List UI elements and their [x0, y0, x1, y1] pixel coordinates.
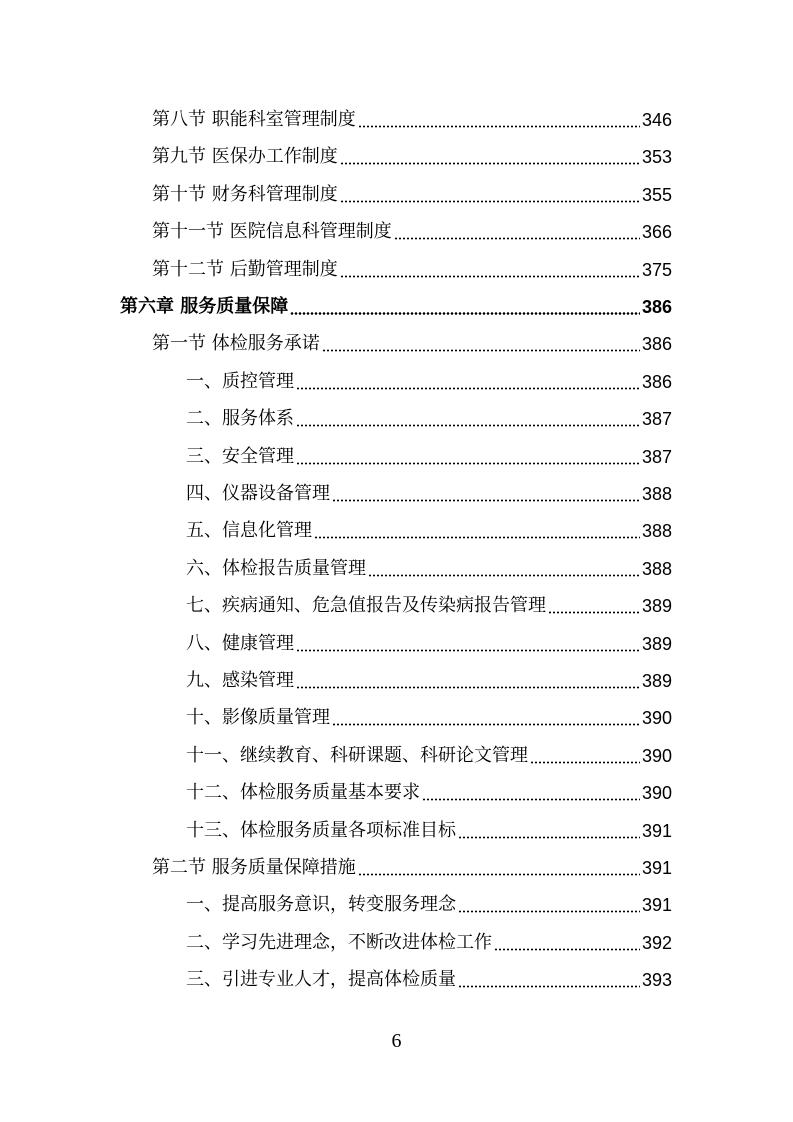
dot-leader — [368, 555, 640, 577]
toc-entry-page: 386 — [641, 297, 672, 317]
dot-leader — [296, 405, 640, 427]
toc-entry-item[interactable] — [186, 550, 672, 580]
dot-leader — [296, 667, 640, 689]
dot-leader — [340, 181, 640, 203]
toc-entry-title: 一、提高服务意识，转变服务理念 — [186, 894, 456, 916]
toc-entry-page: 389 — [641, 633, 672, 654]
toc-entry-title: 第六章 服务质量保障 — [120, 296, 289, 317]
toc-entry-title: 第十二节 后勤管理制度 — [152, 258, 338, 280]
toc-entry-section[interactable] — [152, 325, 672, 355]
toc-entry-title: 十、影像质量管理 — [186, 707, 330, 729]
toc-entry-page: 346 — [641, 110, 672, 130]
toc-entry-item[interactable] — [186, 699, 672, 729]
toc-entry-item[interactable] — [186, 737, 672, 767]
toc-entry-title: 第二节 服务质量保障措施 — [152, 857, 356, 878]
toc-entry-item[interactable] — [186, 662, 672, 692]
toc-entry-title: 十一、继续教育、科研课题、科研论文管理 — [186, 744, 528, 766]
toc-entry-title: 七、疾病通知、危急值报告及传染病报告管理 — [186, 595, 546, 617]
toc-entry-page: 387 — [641, 409, 672, 430]
toc-entry-page: 393 — [641, 970, 672, 991]
dot-leader — [358, 854, 640, 876]
dot-leader — [548, 592, 640, 614]
dot-leader — [422, 779, 640, 801]
dot-leader — [296, 443, 640, 465]
toc-entry-chapter[interactable] — [120, 288, 672, 318]
dot-leader — [290, 293, 640, 315]
toc-entry-title: 九、感染管理 — [186, 670, 294, 691]
dot-leader — [458, 966, 640, 988]
dot-leader — [322, 330, 640, 352]
toc-entry-page: 388 — [641, 484, 672, 504]
toc-entry-item[interactable] — [186, 475, 672, 505]
toc-entry-page: 390 — [641, 783, 672, 804]
toc-entry-page: 389 — [641, 596, 672, 617]
toc-entry-item[interactable] — [186, 587, 672, 617]
toc-entry-page: 355 — [641, 184, 672, 205]
toc-entry-page: 386 — [641, 334, 672, 355]
toc-entry-title: 第九节 医保办工作制度 — [152, 146, 338, 168]
toc-entry-page: 391 — [641, 858, 672, 878]
toc-entry-page: 353 — [641, 147, 672, 168]
toc-entry-title: 第八节 职能科室管理制度 — [152, 109, 356, 130]
dot-leader — [340, 143, 640, 165]
toc-entry-item[interactable] — [186, 886, 672, 916]
toc-entry-page: 375 — [641, 259, 672, 280]
toc-entry-title: 第十一节 医院信息科管理制度 — [152, 221, 392, 243]
dot-leader — [458, 891, 640, 913]
toc-entry-item[interactable] — [186, 774, 672, 804]
page-number: 6 — [391, 1030, 402, 1052]
dot-leader — [332, 704, 640, 726]
toc-entry-item[interactable] — [186, 512, 672, 542]
toc-entry-page: 388 — [641, 521, 672, 542]
toc-entry-item[interactable] — [186, 625, 672, 655]
toc-entry-item[interactable] — [186, 924, 672, 954]
toc-entry-section[interactable] — [152, 176, 672, 206]
toc-entry-item[interactable] — [186, 400, 672, 430]
toc-entry-title: 八、健康管理 — [186, 632, 294, 654]
toc-entry-item[interactable] — [186, 363, 672, 393]
dot-leader — [296, 368, 640, 390]
toc-entry-item[interactable] — [186, 438, 672, 468]
toc-entry-page: 386 — [641, 371, 672, 392]
toc-entry-title: 五、信息化管理 — [186, 520, 312, 542]
toc-entry-page: 387 — [641, 446, 672, 467]
dot-leader — [530, 742, 640, 764]
toc-entry-title: 三、引进专业人才，提高体检质量 — [186, 969, 456, 991]
toc-entry-section[interactable] — [152, 849, 672, 879]
toc-entry-page: 390 — [641, 745, 672, 766]
toc-entry-section[interactable] — [152, 101, 672, 131]
toc-entry-title: 六、体检报告质量管理 — [186, 557, 366, 579]
dot-leader — [394, 218, 640, 240]
toc-entry-title: 二、服务体系 — [186, 408, 294, 430]
toc-entry-page: 391 — [641, 820, 672, 841]
toc-entry-page: 366 — [641, 222, 672, 243]
dot-leader — [458, 817, 640, 839]
toc-entry-page: 388 — [641, 558, 672, 579]
dot-leader — [332, 480, 640, 502]
toc-entry-title: 三、安全管理 — [186, 445, 294, 467]
toc-entry-section[interactable] — [152, 251, 672, 281]
toc-entry-title: 第十节 财务科管理制度 — [152, 183, 338, 205]
toc-entry-page: 389 — [641, 671, 672, 691]
toc-entry-section[interactable] — [152, 138, 672, 168]
toc-entry-title: 一、质控管理 — [186, 370, 294, 392]
dot-leader — [296, 630, 640, 652]
toc-entry-item[interactable] — [186, 961, 672, 991]
toc-entry-section[interactable] — [152, 213, 672, 243]
toc-entry-title: 十二、体检服务质量基本要求 — [186, 782, 420, 804]
dot-leader — [494, 929, 640, 951]
toc-entry-page: 390 — [641, 708, 672, 729]
toc-entry-page: 392 — [641, 932, 672, 953]
toc-entry-title: 十三、体检服务质量各项标准目标 — [186, 819, 456, 841]
toc-entry-title: 四、仪器设备管理 — [186, 483, 330, 504]
toc-entry-title: 二、学习先进理念，不断改进体检工作 — [186, 931, 492, 953]
dot-leader — [340, 256, 640, 278]
toc-entry-page: 391 — [641, 895, 672, 916]
toc-entry-item[interactable] — [186, 812, 672, 842]
dot-leader — [314, 517, 640, 539]
toc-entry-title: 第一节 体检服务承诺 — [152, 333, 320, 355]
dot-leader — [358, 106, 640, 128]
